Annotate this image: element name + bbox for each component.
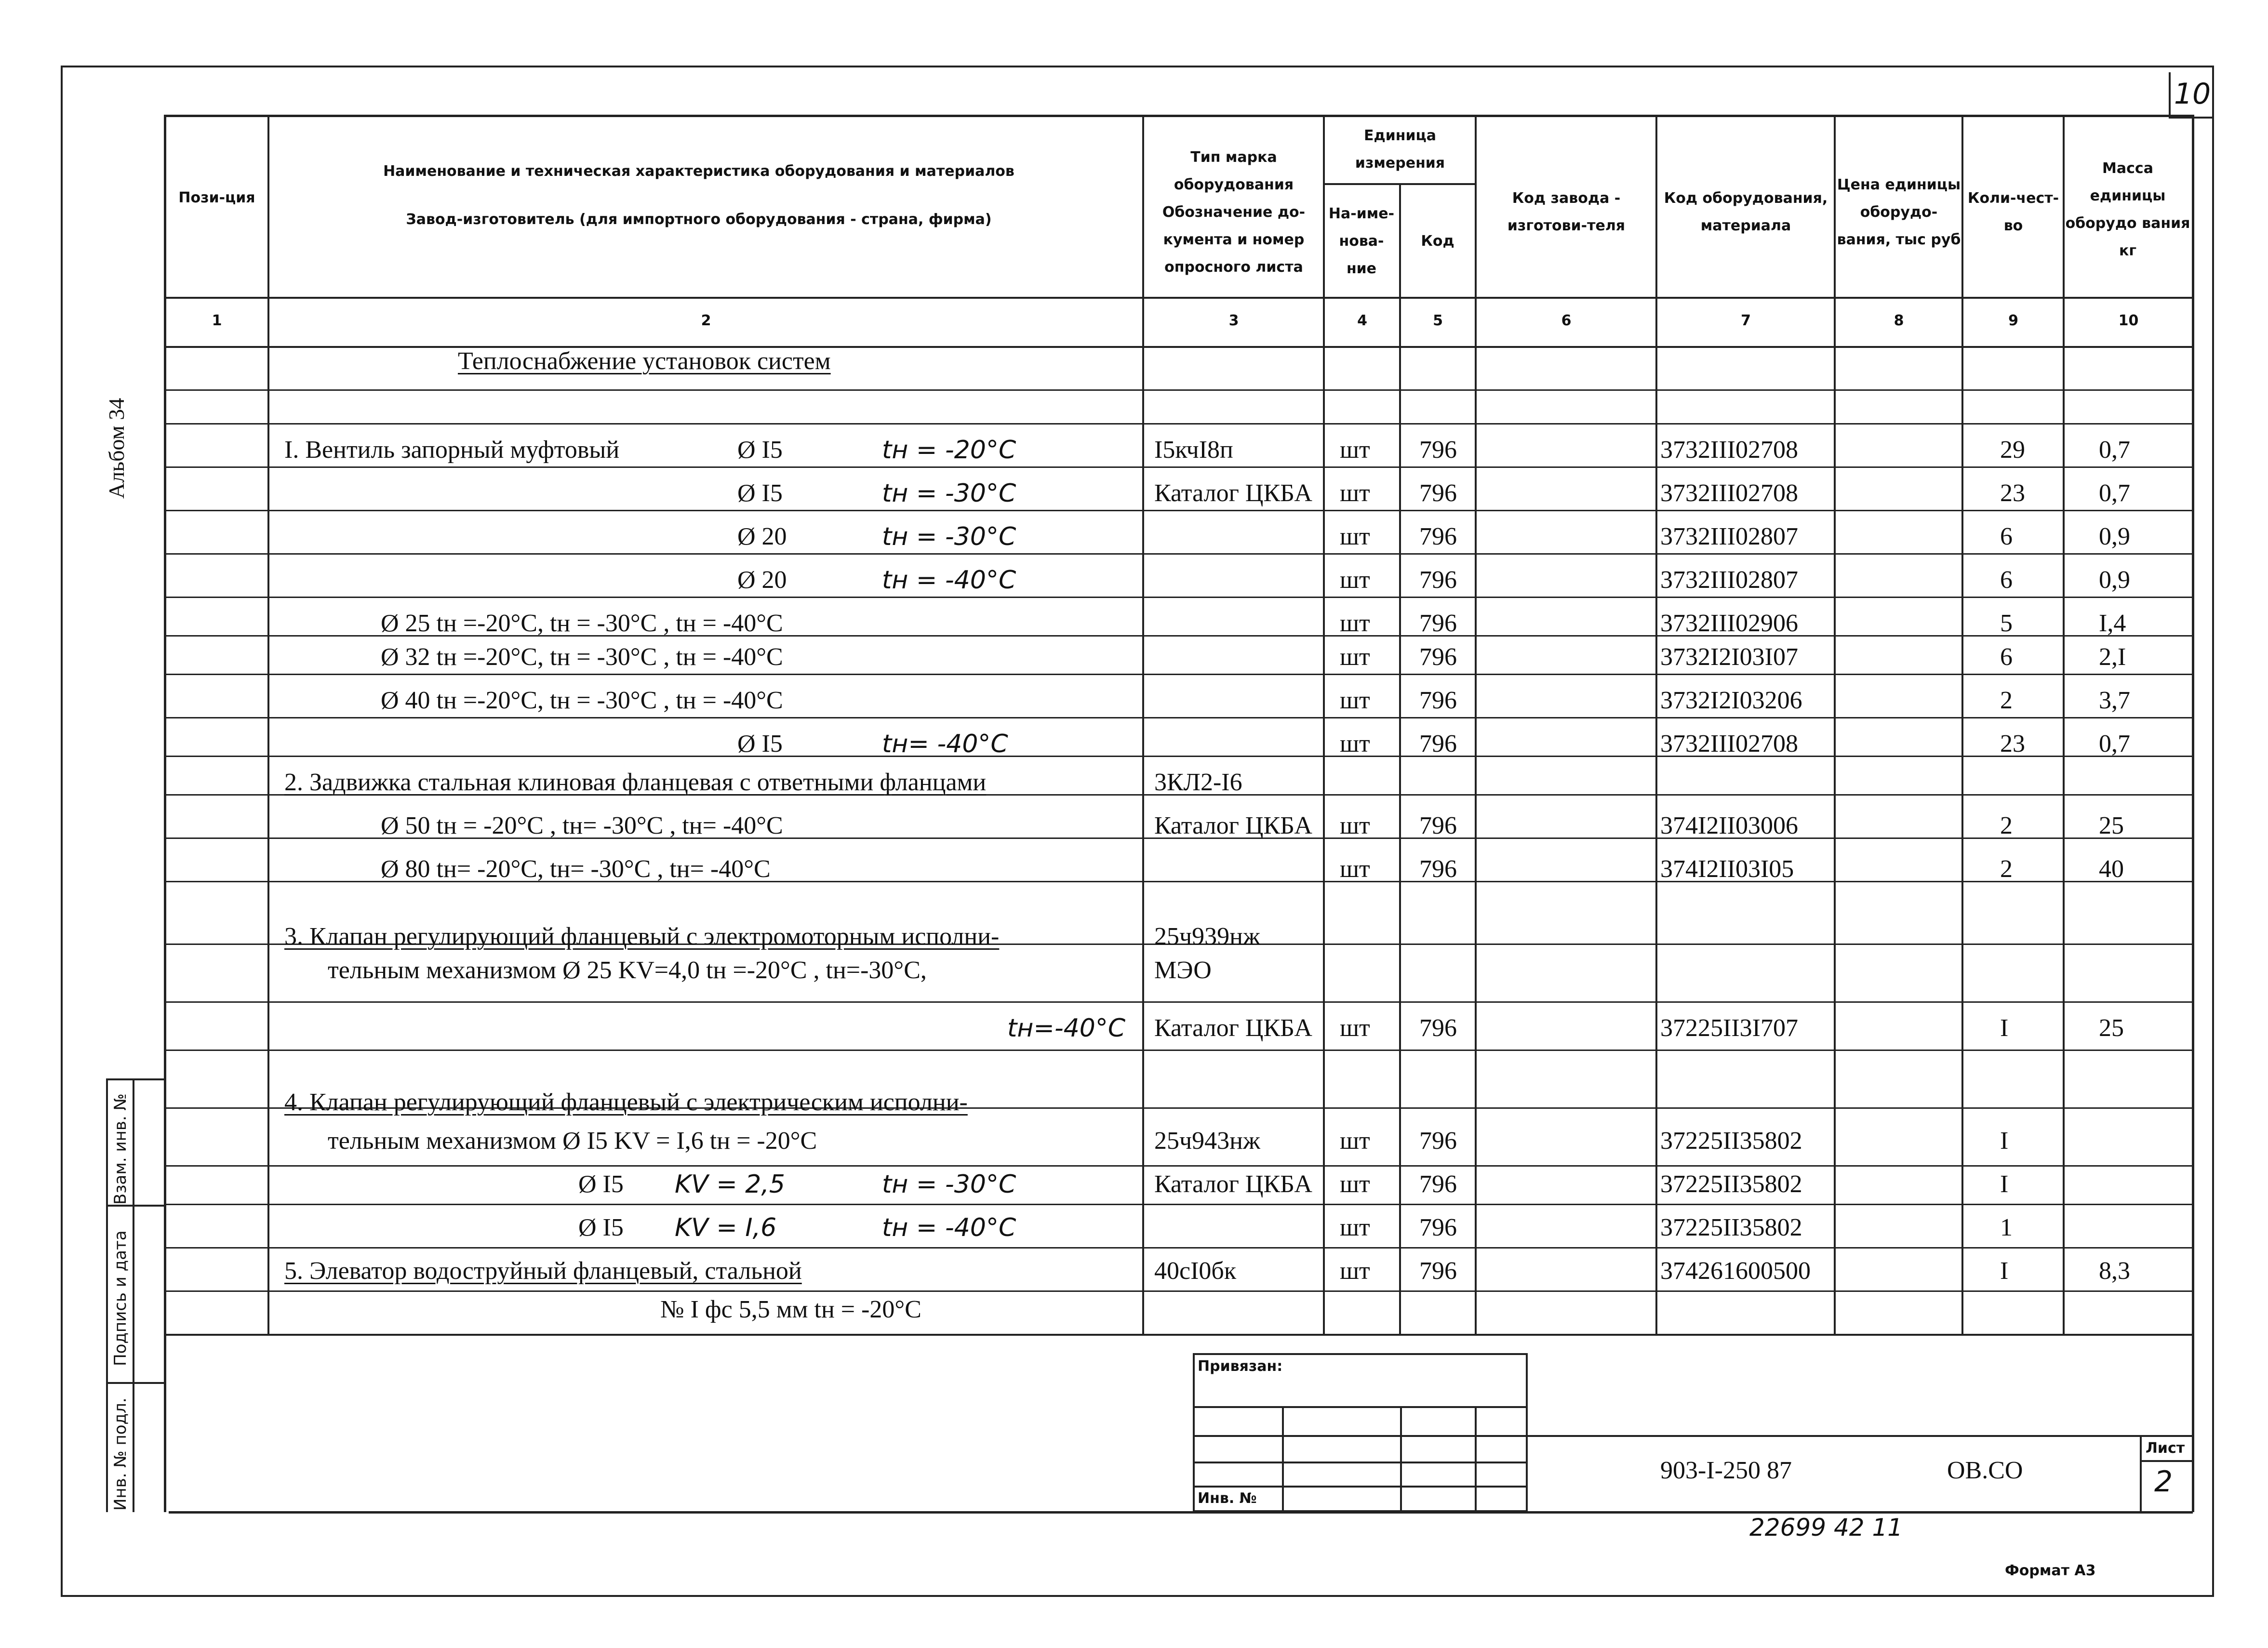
colnum-10: 10 xyxy=(2118,312,2139,329)
row-unit-code: 796 xyxy=(1419,1214,1457,1241)
row-material-code: 374I2II03006 xyxy=(1660,812,1798,839)
unit-group-sep xyxy=(1323,183,1476,185)
row-unit-code: 796 xyxy=(1419,1257,1457,1285)
row-name: 2. Задвижка стальная клиновая фланцевая с ответными фланцами xyxy=(284,769,987,796)
row-quantity: I xyxy=(2000,1257,2009,1285)
row-name: I. Вентиль запорный муфтовый xyxy=(284,436,620,464)
privyazan-box xyxy=(1193,1353,1528,1512)
row-unit: шт xyxy=(1340,1257,1370,1285)
row-temperature: tн= -40°С xyxy=(882,730,1008,758)
row-material-code: 37225II35802 xyxy=(1660,1214,1802,1241)
row-divider xyxy=(166,1204,2193,1205)
album-label: Альбом 34 xyxy=(104,398,129,499)
row-mass: 8,3 xyxy=(2099,1257,2130,1285)
row-temperature: tн = -30°С xyxy=(882,522,1016,551)
row-quantity: I xyxy=(2000,1170,2009,1198)
row-diameter: Ø 20 xyxy=(737,566,787,594)
row-unit: шт xyxy=(1340,1214,1370,1241)
side-stamp-sep2 xyxy=(106,1382,166,1384)
row-temperature: tн = -20°С xyxy=(882,436,1016,465)
row-divider xyxy=(166,389,2193,391)
row-name: Ø 32 tн =-20°С, tн = -30°С , tн = -40°С xyxy=(381,643,783,671)
row-divider xyxy=(166,423,2193,425)
row-quantity: 23 xyxy=(2000,730,2025,758)
row-name: 3. Клапан регулирующий фланцевый с электромоторным исполни- xyxy=(284,923,1000,950)
row-material-code: 37225II35802 xyxy=(1660,1127,1802,1155)
header-position: Пози-ция xyxy=(178,189,255,206)
row-unit: шт xyxy=(1340,812,1370,839)
row-diameter: Ø 20 xyxy=(737,523,787,550)
row-temperature: tн = -40°С xyxy=(882,1213,1016,1242)
row-mass: 2,I xyxy=(2099,643,2126,671)
row-divider xyxy=(166,1165,2193,1167)
row-diameter: Ø I5 xyxy=(737,436,783,464)
row-name: Ø 50 tн = -20°С , tн= -30°С , tн= -40°С xyxy=(381,812,783,839)
colnum-3: 3 xyxy=(1228,312,1239,329)
row-unit: шт xyxy=(1340,1170,1370,1198)
row-quantity: I xyxy=(2000,1127,2009,1155)
privyazan-sep1 xyxy=(1193,1406,1528,1408)
row-quantity: 6 xyxy=(2000,643,2013,671)
header-name-line2: Завод-изготовитель (для импортного оборудования - страна, фирма) xyxy=(406,211,992,228)
row-quantity: 6 xyxy=(2000,566,2013,594)
row-diameter: Ø I5 xyxy=(578,1214,624,1241)
header-material-code: Код оборудования, материала xyxy=(1664,190,1828,234)
row-type: Каталог ЦКБА xyxy=(1154,1014,1312,1042)
privyazan-sep4 xyxy=(1193,1486,1528,1488)
header-unit-group: Единица измерения xyxy=(1355,127,1445,172)
row-divider xyxy=(166,756,2193,757)
col-sep-4 xyxy=(1399,183,1401,1334)
header-unit-name: На-име-нова-ние xyxy=(1328,205,1395,277)
row-unit: шт xyxy=(1340,855,1370,883)
row-mass: 0,7 xyxy=(2099,479,2130,507)
row-unit-code: 796 xyxy=(1419,643,1457,671)
stamp-section: ОВ.СО xyxy=(1947,1457,2023,1484)
row-divider xyxy=(166,674,2193,675)
colnum-8: 8 xyxy=(1894,312,1904,329)
row-material-code: 3732III02807 xyxy=(1660,523,1798,550)
side-stamp-mid xyxy=(133,1078,134,1512)
row-name: Ø 25 tн =-20°С, tн = -30°С , tн = -40°С xyxy=(381,610,783,637)
row-mass: 25 xyxy=(2099,1014,2124,1042)
side-stamp-inv: Инв. № подл. xyxy=(111,1397,130,1511)
row-material-code: 3732I2I03I07 xyxy=(1660,643,1798,671)
row-temperature: tн=-40°С xyxy=(1007,1014,1126,1043)
row-unit: шт xyxy=(1340,566,1370,594)
row-unit-code: 796 xyxy=(1419,687,1457,714)
header-type: Тип марка оборудования Обозначение до-кумента и номер опросного листа xyxy=(1162,148,1306,276)
colnum-1: 1 xyxy=(212,312,222,329)
row-type: МЭО xyxy=(1154,957,1212,984)
side-stamp-podpis: Подпись и дата xyxy=(111,1230,130,1366)
row-mass: 0,9 xyxy=(2099,566,2130,594)
row-mass: 0,9 xyxy=(2099,523,2130,550)
privyazan-sep3 xyxy=(1193,1462,1528,1463)
row-mass: 25 xyxy=(2099,812,2124,839)
row-unit: шт xyxy=(1340,1127,1370,1155)
row-divider xyxy=(166,597,2193,598)
header-unit-code: Код xyxy=(1421,232,1454,250)
row-kv: KV = 2,5 xyxy=(675,1170,785,1199)
row-quantity: 5 xyxy=(2000,610,2013,637)
row-quantity: I xyxy=(2000,1014,2009,1042)
row-name: № I фс 5,5 мм tн = -20°С xyxy=(660,1296,921,1323)
row-material-code: 3732III02807 xyxy=(1660,566,1798,594)
row-name: 4. Клапан регулирующий фланцевый с электрическим исполни- xyxy=(284,1089,968,1116)
row-divider xyxy=(166,1247,2193,1249)
row-mass: 0,7 xyxy=(2099,730,2130,758)
row-material-code: 37225II3I707 xyxy=(1660,1014,1798,1042)
header-price: Цена единицы оборудо-вания, тыс руб xyxy=(1837,176,1961,248)
row-unit: шт xyxy=(1340,479,1370,507)
stamp-top-line xyxy=(166,1334,2193,1336)
row-unit: шт xyxy=(1340,1014,1370,1042)
colnum-7: 7 xyxy=(1741,312,1751,329)
row-name: тельным механизмом Ø 25 KV=4,0 tн =-20°С , tн=-30°С, xyxy=(328,957,927,984)
row-quantity: 2 xyxy=(2000,687,2013,714)
row-unit-code: 796 xyxy=(1419,1014,1457,1042)
privyazan-col2 xyxy=(1400,1406,1402,1512)
row-temperature: tн = -40°С xyxy=(882,566,1016,595)
row-temperature: tн = -30°С xyxy=(882,1170,1016,1199)
row-unit-code: 796 xyxy=(1419,566,1457,594)
row-temperature: tн = -30°С xyxy=(882,479,1016,508)
section-title: Теплоснабжение установок систем xyxy=(458,347,831,375)
row-unit-code: 796 xyxy=(1419,730,1457,758)
row-unit: шт xyxy=(1340,687,1370,714)
row-material-code: 374261600500 xyxy=(1660,1257,1811,1285)
row-kv: KV = I,6 xyxy=(675,1213,777,1242)
header-name-line1: Наименование и техническая характеристика оборудования и материалов xyxy=(383,162,1014,180)
list-box-sep xyxy=(2140,1435,2142,1512)
row-mass: 40 xyxy=(2099,855,2124,883)
row-type: Каталог ЦКБА xyxy=(1154,812,1312,839)
row-unit-code: 796 xyxy=(1419,436,1457,464)
row-type: Каталог ЦКБА xyxy=(1154,479,1312,507)
colnum-5: 5 xyxy=(1433,312,1443,329)
row-type: I5кчI8п xyxy=(1154,436,1233,464)
row-material-code: 3732III02708 xyxy=(1660,479,1798,507)
side-stamp-sep1 xyxy=(106,1205,166,1207)
table-right-border xyxy=(2192,115,2194,1512)
row-unit: шт xyxy=(1340,610,1370,637)
colnum-6: 6 xyxy=(1561,312,1572,329)
row-name: Ø 80 tн= -20°С, tн= -30°С , tн= -40°С xyxy=(381,855,771,883)
header-qty: Коли-чест-во xyxy=(1967,190,2059,234)
row-unit: шт xyxy=(1340,523,1370,550)
row-diameter: Ø I5 xyxy=(578,1170,624,1198)
row-type: 25ч939нж xyxy=(1154,923,1260,950)
row-unit-code: 796 xyxy=(1419,610,1457,637)
row-material-code: 3732III02708 xyxy=(1660,730,1798,758)
row-unit-code: 796 xyxy=(1419,812,1457,839)
privyazan-col1 xyxy=(1282,1406,1284,1512)
row-type: 3КЛ2-I6 xyxy=(1154,769,1242,796)
row-type: 25ч943нж xyxy=(1154,1127,1260,1155)
list-box-line xyxy=(2140,1460,2193,1462)
colnum-4: 4 xyxy=(1357,312,1367,329)
row-divider xyxy=(166,553,2193,555)
row-divider xyxy=(166,1290,2193,1292)
row-type: 40сI0бк xyxy=(1154,1257,1237,1285)
row-quantity: 29 xyxy=(2000,436,2025,464)
privyazan-sep2 xyxy=(1193,1435,1528,1437)
list-label: Лист xyxy=(2146,1440,2185,1457)
side-stamp-left xyxy=(106,1078,108,1512)
row-mass: I,4 xyxy=(2099,610,2126,637)
row-unit-code: 796 xyxy=(1419,855,1457,883)
row-type: Каталог ЦКБА xyxy=(1154,1170,1312,1198)
header-bottom-line xyxy=(164,297,2194,299)
row-mass: 3,7 xyxy=(2099,687,2130,714)
row-material-code: 374I2II03I05 xyxy=(1660,855,1794,883)
row-quantity: 23 xyxy=(2000,479,2025,507)
row-material-code: 3732I2I03206 xyxy=(1660,687,1802,714)
row-divider xyxy=(166,466,2193,468)
colnum-9: 9 xyxy=(2008,312,2018,329)
privyazan-col3 xyxy=(1475,1406,1477,1512)
stamp-designation: 903-I-250 87 xyxy=(1660,1457,1792,1484)
inv-no-label: Инв. № xyxy=(1198,1490,1257,1507)
row-material-code: 3732III02906 xyxy=(1660,610,1798,637)
row-unit: шт xyxy=(1340,436,1370,464)
row-quantity: 2 xyxy=(2000,812,2013,839)
archive-number: 22699 42 11 xyxy=(1749,1514,1903,1542)
row-diameter: Ø I5 xyxy=(737,730,783,758)
format-label: Формат А3 xyxy=(2005,1562,2096,1579)
row-divider xyxy=(166,1050,2193,1051)
row-diameter: Ø I5 xyxy=(737,479,783,507)
row-unit: шт xyxy=(1340,643,1370,671)
row-divider xyxy=(166,1001,2193,1003)
row-material-code: 3732III02708 xyxy=(1660,436,1798,464)
list-number: 2 xyxy=(2154,1465,2173,1499)
row-unit-code: 796 xyxy=(1419,1170,1457,1198)
colnum-2: 2 xyxy=(701,312,711,329)
header-mass: Масса единицы оборудо вания кг xyxy=(2065,160,2190,259)
row-name: Ø 40 tн =-20°С, tн = -30°С , tн = -40°С xyxy=(381,687,783,714)
row-name: 5. Элеватор водоструйный фланцевый, стальной xyxy=(284,1257,802,1285)
row-quantity: 2 xyxy=(2000,855,2013,883)
privyazan-label: Привязан: xyxy=(1198,1358,1283,1375)
table-top-border xyxy=(164,115,2194,117)
row-mass: 0,7 xyxy=(2099,436,2130,464)
row-quantity: 6 xyxy=(2000,523,2013,550)
row-divider xyxy=(166,510,2193,511)
row-unit: шт xyxy=(1340,730,1370,758)
row-divider xyxy=(166,717,2193,718)
row-unit-code: 796 xyxy=(1419,523,1457,550)
row-material-code: 37225II35802 xyxy=(1660,1170,1802,1198)
row-name: тельным механизмом Ø I5 KV = I,6 tн = -20°С xyxy=(328,1127,817,1155)
row-unit-code: 796 xyxy=(1419,479,1457,507)
row-quantity: 1 xyxy=(2000,1214,2013,1241)
sheet-corner-number: 10 xyxy=(2169,72,2214,119)
header-plant-code: Код завода - изготови-теля xyxy=(1507,190,1626,234)
row-unit-code: 796 xyxy=(1419,1127,1457,1155)
side-stamp-vzam: Взам. инв. № xyxy=(111,1093,130,1205)
stamp-title-sep xyxy=(1528,1435,2193,1437)
